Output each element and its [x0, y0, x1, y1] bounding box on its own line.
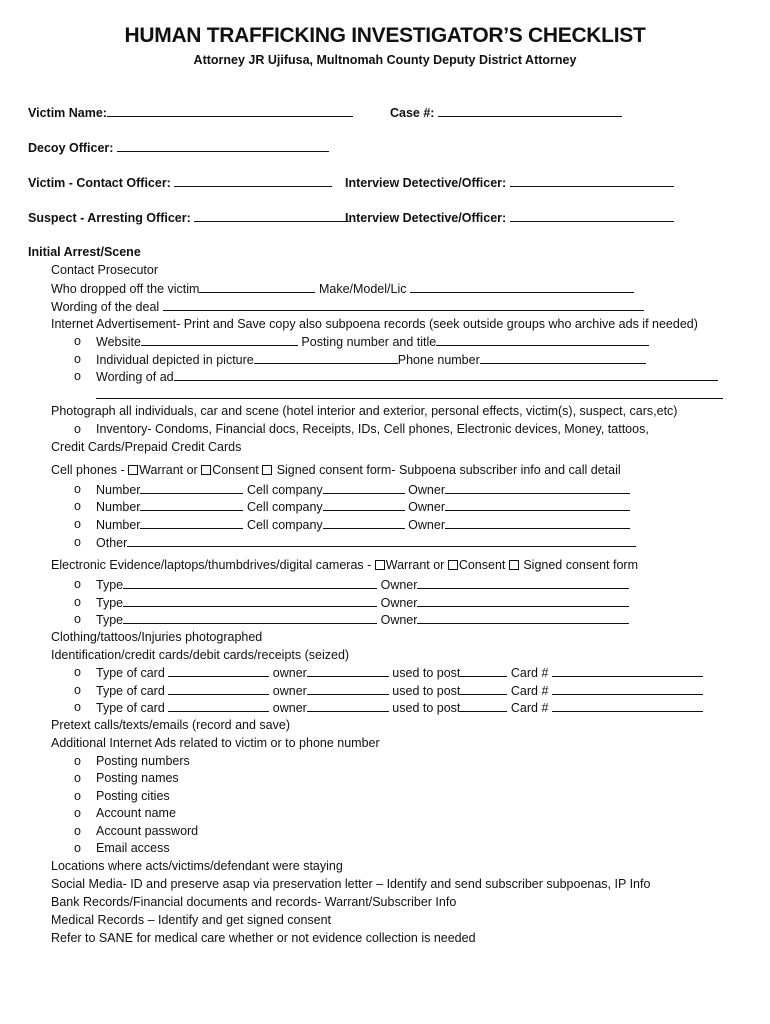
warrant-checkbox[interactable]	[128, 465, 138, 475]
type-of-card-blank[interactable]	[168, 700, 269, 712]
type-of-card-label: Type of card	[96, 701, 165, 715]
cell-phone-row	[96, 499, 630, 514]
posting-number-title-label: Posting number and title	[301, 335, 437, 349]
other-blank[interactable]	[127, 535, 636, 547]
warrant-label: Warrant or	[385, 558, 448, 572]
bullet-icon: o	[74, 754, 81, 768]
used-to-post-blank[interactable]	[460, 683, 507, 695]
bullet-icon: o	[74, 422, 81, 436]
item-clothing: Clothing/tattoos/Injuries photographed	[51, 630, 263, 644]
bullet-icon: o	[74, 665, 81, 679]
cell-phone-row	[96, 517, 630, 532]
card-number-label: Card #	[510, 701, 549, 715]
card-number-blank[interactable]	[552, 700, 703, 712]
consent-checkbox[interactable]	[448, 560, 458, 570]
bullet-icon: o	[74, 577, 81, 591]
website-blank[interactable]	[141, 334, 298, 346]
owner-label: owner	[272, 701, 307, 715]
item-medical-records: Medical Records – Identify and get signed consent	[51, 913, 332, 927]
owner-blank[interactable]	[307, 700, 389, 712]
type-label: Type	[96, 596, 124, 610]
bullet-icon: o	[74, 499, 81, 513]
number-label: Number	[96, 518, 141, 532]
item-credit-cards: Credit Cards/Prepaid Credit Cards	[51, 440, 242, 454]
used-to-post-label: used to post	[392, 701, 461, 715]
bullet-icon: o	[74, 535, 81, 549]
phone-number-label: Phone number	[397, 353, 480, 367]
consent-label: Consent	[212, 463, 263, 477]
owner-label: owner	[272, 684, 307, 698]
card-row	[96, 665, 703, 680]
wording-ad-blank-2[interactable]	[96, 387, 723, 399]
electronic-type-row	[96, 577, 629, 592]
bullet-icon: o	[74, 352, 81, 366]
bullet-icon: o	[74, 789, 81, 803]
interview-detective-label-1: Interview Detective/Officer:	[345, 176, 507, 190]
card-row	[96, 683, 703, 698]
item-who-dropped	[51, 281, 634, 296]
owner-blank[interactable]	[417, 612, 629, 624]
item-cell-phones	[51, 463, 621, 477]
item-locations: Locations where acts/victims/defendant were staying	[51, 859, 343, 873]
cell-company-blank[interactable]	[323, 517, 405, 529]
item-bank-records: Bank Records/Financial documents and records- Warrant/Subscriber Info	[51, 895, 457, 909]
card-number-label: Card #	[510, 684, 549, 698]
bullet-icon: o	[74, 595, 81, 609]
cell-company-blank[interactable]	[323, 482, 405, 494]
who-dropped-blank[interactable]	[199, 281, 315, 293]
signed-consent-subpoena-label: Signed consent form- Subpoena subscriber info and call detail	[273, 463, 621, 477]
owner-blank[interactable]	[445, 499, 630, 511]
card-number-blank[interactable]	[552, 665, 703, 677]
bullet-icon: o	[74, 806, 81, 820]
victim-contact-officer-blank[interactable]	[174, 175, 332, 187]
case-number-blank[interactable]	[438, 105, 622, 117]
item-posting-names: Posting names	[96, 771, 179, 785]
type-blank[interactable]	[123, 577, 377, 589]
item-social-media: Social Media- ID and preserve asap via preservation letter – Identify and send subscriber subpoenas, IP Info	[51, 877, 651, 891]
signed-consent-checkbox[interactable]	[262, 465, 272, 475]
owner-label: Owner	[408, 500, 445, 514]
cell-phones-label: Cell phones -	[51, 463, 129, 477]
victim-name-blank[interactable]	[107, 105, 353, 117]
used-to-post-blank[interactable]	[460, 665, 507, 677]
bullet-icon: o	[74, 841, 81, 855]
cell-company-blank[interactable]	[323, 499, 405, 511]
case-number-label: Case #:	[390, 106, 435, 120]
suspect-arresting-officer-field	[28, 210, 349, 225]
website-label: Website	[96, 335, 141, 349]
decoy-officer-label: Decoy Officer:	[28, 141, 114, 155]
type-of-card-label: Type of card	[96, 684, 165, 698]
victim-name-label: Victim Name:	[28, 106, 107, 120]
interview-detective-label-2: Interview Detective/Officer:	[345, 211, 507, 225]
bullet-icon: o	[74, 482, 81, 496]
bullet-icon: o	[74, 771, 81, 785]
warrant-label: Warrant or	[139, 463, 202, 477]
cell-company-label: Cell company	[246, 518, 323, 532]
make-model-blank[interactable]	[410, 281, 634, 293]
make-model-label: Make/Model/Lic	[318, 282, 407, 296]
wording-deal-blank[interactable]	[163, 299, 644, 311]
cell-phone-row	[96, 482, 630, 497]
owner-label: Owner	[380, 596, 418, 610]
item-wording-deal	[51, 299, 644, 314]
item-additional-ads: Additional Internet Ads related to victim or to phone number	[51, 736, 380, 750]
owner-blank[interactable]	[445, 482, 630, 494]
owner-blank[interactable]	[307, 665, 389, 677]
item-internet-ad: Internet Advertisement- Print and Save copy also subpoena records (seek outside groups who archive ads if needed)	[51, 317, 698, 331]
bullet-icon: o	[74, 517, 81, 531]
type-label: Type	[96, 578, 124, 592]
number-label: Number	[96, 483, 141, 497]
individual-depicted-blank[interactable]	[254, 352, 398, 364]
used-to-post-label: used to post	[392, 684, 461, 698]
wording-ad-blank[interactable]	[174, 369, 718, 381]
used-to-post-blank[interactable]	[460, 700, 507, 712]
item-posting-numbers: Posting numbers	[96, 754, 190, 768]
type-of-card-label: Type of card	[96, 666, 165, 680]
wording-ad-label: Wording of ad	[96, 370, 174, 384]
owner-blank[interactable]	[307, 683, 389, 695]
number-blank[interactable]	[140, 482, 243, 494]
type-of-card-blank[interactable]	[168, 683, 269, 695]
page-subtitle: Attorney JR Ujifusa, Multnomah County Deputy District Attorney	[193, 53, 577, 67]
victim-name-field	[28, 105, 353, 120]
item-inventory: Inventory- Condoms, Financial docs, Receipts, IDs, Cell phones, Electronic devices, Money, tattoos,	[96, 422, 649, 436]
electronic-evidence-label: Electronic Evidence/laptops/thumbdrives/digital cameras -	[51, 558, 375, 572]
bullet-icon: o	[74, 700, 81, 714]
item-email-access: Email access	[96, 841, 170, 855]
owner-label: Owner	[380, 613, 418, 627]
card-number-blank[interactable]	[552, 683, 703, 695]
item-refer-sane: Refer to SANE for medical care whether or not evidence collection is needed	[51, 931, 476, 945]
item-contact-prosecutor: Contact Prosecutor	[51, 263, 158, 277]
owner-label: Owner	[380, 578, 418, 592]
item-identification: Identification/credit cards/debit cards/receipts (seized)	[51, 648, 350, 662]
type-blank[interactable]	[123, 595, 377, 607]
section-heading: Initial Arrest/Scene	[28, 245, 141, 259]
wording-ad-continuation	[96, 387, 723, 402]
suspect-arresting-officer-label: Suspect - Arresting Officer:	[28, 211, 191, 225]
interview-detective-blank-2[interactable]	[510, 210, 674, 222]
electronic-type-row	[96, 595, 629, 610]
type-of-card-blank[interactable]	[168, 665, 269, 677]
number-label: Number	[96, 500, 141, 514]
owner-blank[interactable]	[417, 595, 629, 607]
used-to-post-label: used to post	[392, 666, 461, 680]
bullet-icon: o	[74, 824, 81, 838]
consent-label: Consent	[458, 558, 509, 572]
interview-detective-field-1	[345, 175, 674, 190]
item-website	[96, 334, 649, 349]
owner-label: Owner	[408, 518, 445, 532]
owner-blank[interactable]	[417, 577, 629, 589]
bullet-icon: o	[74, 369, 81, 383]
cell-company-label: Cell company	[246, 500, 323, 514]
victim-contact-officer-label: Victim - Contact Officer:	[28, 176, 171, 190]
item-electronic-evidence	[51, 558, 638, 572]
posting-number-title-blank[interactable]	[436, 334, 649, 346]
type-blank[interactable]	[123, 612, 377, 624]
interview-detective-blank-1[interactable]	[510, 175, 674, 187]
number-blank[interactable]	[140, 499, 243, 511]
decoy-officer-blank[interactable]	[117, 140, 329, 152]
owner-label: owner	[272, 666, 307, 680]
other-label: Other	[96, 536, 128, 550]
phone-number-blank[interactable]	[480, 352, 646, 364]
wording-deal-label: Wording of the deal	[51, 300, 160, 314]
item-individual-depicted	[96, 352, 646, 367]
card-number-label: Card #	[510, 666, 549, 680]
type-label: Type	[96, 613, 124, 627]
consent-checkbox[interactable]	[201, 465, 211, 475]
victim-contact-officer-field	[28, 175, 332, 190]
cell-company-label: Cell company	[246, 483, 323, 497]
number-blank[interactable]	[140, 517, 243, 529]
case-number-field	[390, 105, 622, 120]
decoy-officer-field	[28, 140, 329, 155]
signed-consent-checkbox[interactable]	[509, 560, 519, 570]
bullet-icon: o	[74, 683, 81, 697]
item-account-password: Account password	[96, 824, 199, 838]
warrant-checkbox[interactable]	[375, 560, 385, 570]
item-wording-ad	[96, 369, 718, 384]
bullet-icon: o	[74, 612, 81, 626]
suspect-arresting-officer-blank[interactable]	[194, 210, 349, 222]
cell-phone-other	[96, 535, 636, 550]
individual-depicted-label: Individual depicted in picture	[96, 353, 254, 367]
bullet-icon: o	[74, 334, 81, 348]
item-posting-cities: Posting cities	[96, 789, 170, 803]
item-photograph: Photograph all individuals, car and scene (hotel interior and exterior, personal effects, victim(s), suspect, cars,etc)	[51, 404, 678, 418]
electronic-type-row	[96, 612, 629, 627]
page-title: HUMAN TRAFFICKING INVESTIGATOR’S CHECKLIST	[124, 24, 646, 47]
who-dropped-label: Who dropped off the victim	[51, 282, 200, 296]
owner-blank[interactable]	[445, 517, 630, 529]
item-account-name: Account name	[96, 806, 176, 820]
interview-detective-field-2	[345, 210, 674, 225]
card-row	[96, 700, 703, 715]
item-pretext: Pretext calls/texts/emails (record and save)	[51, 718, 290, 732]
signed-consent-label: Signed consent form	[519, 558, 638, 572]
owner-label: Owner	[408, 483, 445, 497]
